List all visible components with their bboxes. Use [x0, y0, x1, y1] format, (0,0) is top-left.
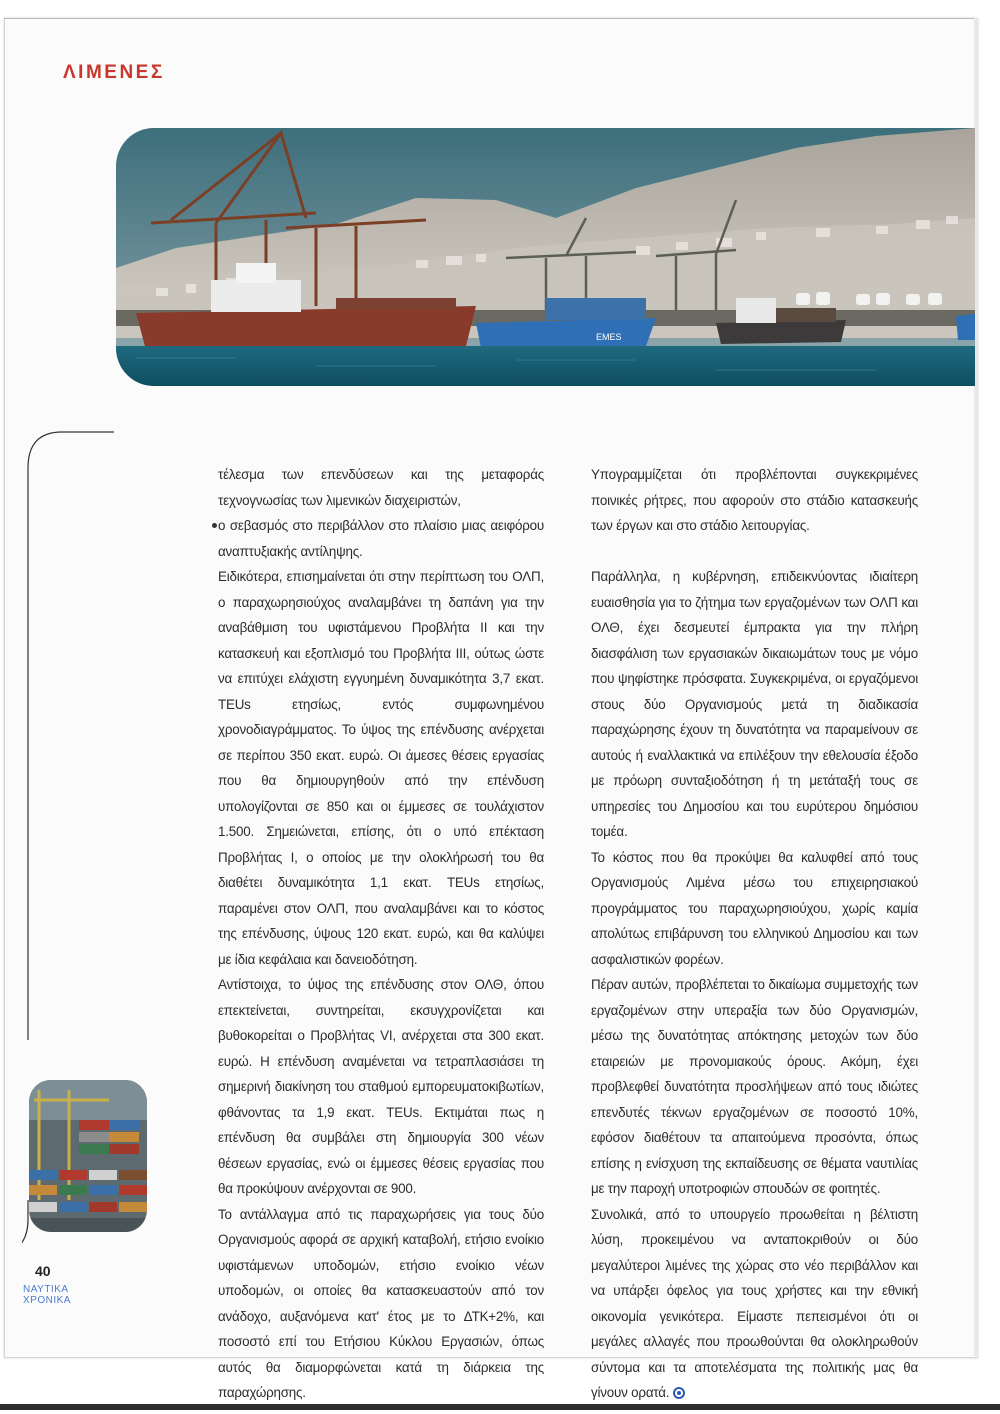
paragraph: Αντίστοιχα, το ύψος της επένδυσης στον ΟΛΘ, όπου επεκτείνεται, συντηρείται, εκσυγχρονίζεται και βυθοκορείται ο Προβλήτας VI, ανέρχεται στα 300 εκατ. ευρώ. Η επένδυση αναμένεται να τετραπλασιάσει τη σημερινή διακίνηση του σταθμού εμπορευματοκιβωτίων, φθάνοντας τα 1,9 εκατ. TEUs. Εκτιμάται πως η επένδυση θα συμβάλει στη δημιουργία 300 νέων θέσεων εργασίας, ενώ οι έμμεσες θέσεις εργασίας που θα προκύψουν ανέρχονται σε 900. — [218, 977, 544, 1196]
closing-text: Συνολικά, από το υπουργείο προωθείται η βέλτιστη λύση, προκειμένου να ανταποκριθούν οι δύο μεγαλύτεροι λιμένες της χώρας στο νέο περιβάλλον και να υπάρξει όφελος για τους χρήστες και την εθνική οικονομία γενικότερα. Είμαστε πεπεισμένοι ότι οι μεγάλες αλλαγές που προωθούνται θα ολοκληρωθούν σύντομα και τα αποτελέσματα της πολιτικής μας θα γίνουν ορατά. — [591, 1206, 918, 1400]
top-rule — [4, 18, 976, 19]
section-title: ΛΙΜΕΝΕΣ — [63, 62, 165, 83]
ship-hull-label: EMES — [596, 332, 622, 342]
paragraph: Το αντάλλαγμα από τις παραχωρήσεις για τους δύο Οργανισμούς αφορά σε αρχική καταβολή, ετήσιο ενοίκιο υφιστάμενων υποδομών, ετήσιο ενοίκιο νέων υποδομών, οι οποίες θα κατασκευαστούν από τον ανάδοχο, αυξανόμενα κατ' έτος με το ΔΤΚ+2%, και ποσοστό επί του Ετήσιου Κύκλου Εργασιών, όπως αυτός θα διαμορφώνεται κατά τη διάρκεια της παραχώρησης. — [218, 1206, 544, 1400]
bullet-icon — [212, 523, 217, 528]
right-column — [591, 462, 918, 1406]
paragraph: Υπογραμμίζεται ότι προβλέπονται συγκεκριμένες ποινικές ρήτρες, που αφορούν στο στάδιο κατασκευής των έργων και στο στάδιο λειτουργίας. — [591, 467, 918, 533]
left-column — [218, 462, 544, 1406]
port-container-terminal-photo — [116, 128, 975, 386]
page-number: 40 — [35, 1263, 51, 1279]
paragraph-spacer — [591, 539, 918, 565]
magazine-name-line1: ΝΑΥΤΙΚΑ — [23, 1284, 69, 1295]
paragraph: Ειδικότερα, επισημαίνεται ότι στην περίπτωση του ΟΛΠ, ο παραχωρησιούχος αναλαμβάνει τη δαπάνη για την αναβάθμιση του υφιστάμενου Προβλήτα ΙΙ και την κατασκευή και εξοπλισμό του Προβλήτα ΙΙΙ, ούτως ώστε να επιτύχει ελάχιστη εγγυημένη δυναμικότητα 3,7 εκατ. TEUs ετησίως, εντός συμφωνημένου χρονοδιαγράμματος. Το ύψος της επένδυσης ανέρχεται σε περίπου 350 εκατ. ευρώ. Οι άμεσες θέσεις εργασίας που θα δημιουργηθούν από την επένδυση υπολογίζονται σε 850 και οι έμμεσες σε τουλάχιστον 1.500. Σημειώνεται, επίσης, ότι ο υπό επέκταση Προβλήτας Ι, ο οποίος με την ολοκλήρωσή του θα διαθέτει δυναμικότητα 1,1 εκατ. TEUs ετησίως, παραμένει στον ΟΛΠ, που αναλαμβάνει και το κόστος της επένδυσης, ύψους 120 εκατ. ευρώ, και θα καλύψει με ίδια κεφάλαια και δανειοδότηση. — [218, 569, 544, 967]
paragraph: Το κόστος που θα προκύψει θα καλυφθεί από τους Οργανισμούς Λιμένα μέσω του επιχειρησιακού προγράμματος του παραχωρησιούχου, χωρίς καμία απολύτως επιβάρυνση του ελληνικού Δημοσίου και των ασφαλιστικών φορέων. — [591, 849, 918, 967]
magazine-name — [23, 1284, 71, 1306]
bullet-text: ο σεβασμός στο περιβάλλον στο πλαίσιο μιας αειφόρου αναπτυξιακής αντίληψης. — [218, 518, 544, 559]
magazine-name-line2: ΧΡΟΝΙΚΑ — [23, 1295, 71, 1306]
hero-photo — [116, 128, 975, 386]
paragraph: Πέραν αυτών, προβλέπεται το δικαίωμα συμμετοχής των εργαζομένων στην υπεραξία των δύο Οργανισμών, μέσω της δυνατότητας απόκτησης μετοχών των δύο εταιρειών με προνομιακούς όρους. Ακόμη, έχει προβλεφθεί δυνατότητα προσλήψεων από τους ιδιώτες επενδυτές τέκνων εργαζομένων σε ποσοστό 10%, εφόσον διαθέτουν τα απαιτούμενα προσόντα, όπως επίσης η ενίσχυση της εκπαίδευσης σε θέματα ναυτιλίας με την παροχή υποτροφιών σπουδών σε φοιτητές. — [591, 977, 918, 1196]
end-of-article-icon — [673, 1387, 685, 1399]
paragraph: Παράλληλα, η κυβέρνηση, επιδεικνύοντας ιδιαίτερη ευαισθησία για το ζήτημα των εργαζομένων των ΟΛΠ και ΟΛΘ, έχει δεσμευτεί έμπρακτα για την πλήρη διασφάλιση των εργασιακών δικαιωμάτων τους με νόμο που ψηφίστηκε πρόσφατα. Συγκεκριμένα, οι εργαζόμενοι στους δύο Οργανισμούς μετά τη διαδικασία παραχώρησης έχουν τη δυνατότητα να παραμείνουν σε αυτούς ή εναλλακτικά να επιλέξουν την εθελουσία έξοδο με πρόωρη συνταξιοδότηση ή τη μετάταξή τους σε υπηρεσίες του Δημοσίου και του ευρύτερου δημόσιου τομέα. — [591, 569, 918, 839]
container-yard-photo — [29, 1080, 147, 1232]
paragraph — [591, 1202, 918, 1406]
bullet-item — [218, 513, 544, 564]
thumbnail-photo — [29, 1080, 147, 1232]
paragraph: τέλεσμα των επενδύσεων και της μεταφοράς τεχνογνωσίας των λιμενικών διαχειριστών, — [218, 467, 544, 508]
